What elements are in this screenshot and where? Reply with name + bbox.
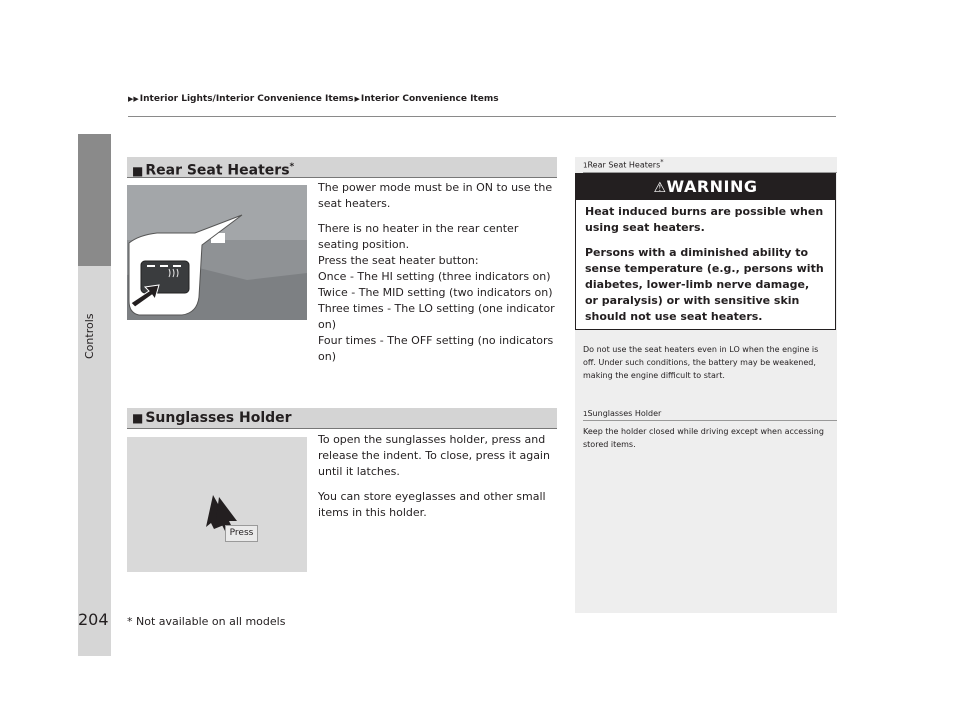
warning-label: WARNING	[666, 177, 758, 196]
paragraph: The power mode must be in ON to use the seat heaters.	[318, 181, 553, 210]
warning-header	[576, 174, 835, 200]
breadcrumb	[128, 94, 499, 104]
paragraph: Twice - The MID setting (two indicators on)	[318, 286, 553, 299]
paragraph: To open the sunglasses holder, press and release the indent. To close, press it again until it latches.	[318, 433, 550, 478]
section-title: Sunglasses Holder	[145, 410, 292, 426]
breadcrumb-arrow-icon: ▶	[354, 95, 360, 103]
page-number: 204	[78, 610, 109, 629]
warning-text-2: Persons with a diminished ability to sense temperature (e.g., persons with diabetes, lower-limb nerve damage, or paralysis) or with sensitive skin should not use seat heaters.	[585, 246, 824, 323]
sunglasses-holder-text	[318, 432, 560, 521]
chapter-label: Controls	[83, 313, 96, 359]
rear-seat-heaters-text	[318, 180, 558, 365]
header-rule	[128, 116, 836, 117]
paragraph: Press the seat heater button:	[318, 254, 479, 267]
breadcrumb-item-2[interactable]: Interior Convenience Items	[360, 94, 499, 104]
note-text-sunglasses-holder: Keep the holder closed while driving except when accessing stored items.	[583, 427, 824, 449]
asterisk-mark: *	[660, 158, 664, 166]
section-header-sunglasses-holder	[127, 408, 557, 429]
press-label: Press	[225, 525, 258, 542]
section-header-rear-seat-heaters	[127, 157, 557, 178]
paragraph: There is no heater in the rear center seating position.	[318, 222, 519, 251]
paragraph: Once - The HI setting (three indicators on)	[318, 270, 551, 283]
note-marker-icon: 1	[583, 410, 588, 418]
warning-triangle-icon: ⚠	[653, 180, 667, 196]
seat-heater-button-icon	[127, 185, 307, 320]
note-header-rear-seat-heaters	[583, 158, 837, 173]
sunglasses-holder-illustration	[127, 437, 307, 572]
note-text-rear-seat-heaters: Do not use the seat heaters even in LO when the engine is off. Under such conditions, the battery may be weakened, making the engine difficult to start.	[583, 345, 819, 380]
warning-text-1: Heat induced burns are possible when using seat heaters.	[585, 205, 824, 234]
square-bullet-icon: ■	[132, 163, 144, 178]
breadcrumb-arrow-icon: ▶▶	[128, 95, 139, 103]
paragraph: Four times - The OFF setting (no indicators on)	[318, 334, 554, 363]
press-arrow-icon	[127, 437, 307, 572]
square-bullet-icon: ■	[132, 411, 144, 425]
asterisk-mark: *	[289, 162, 295, 172]
breadcrumb-item-1[interactable]: Interior Lights/Interior Convenience Items	[139, 94, 354, 104]
chapter-tab	[78, 134, 111, 266]
note-marker-icon: 1	[583, 161, 588, 170]
footnote: * Not available on all models	[127, 615, 286, 628]
seat-heater-illustration	[127, 185, 307, 320]
note-title: Sunglasses Holder	[587, 409, 662, 418]
paragraph: Three times - The LO setting (one indicator on)	[318, 302, 555, 331]
note-header-sunglasses-holder	[583, 409, 837, 421]
paragraph: You can store eyeglasses and other small items in this holder.	[318, 490, 546, 519]
note-title: Rear Seat Heaters	[587, 160, 661, 170]
section-title: Rear Seat Heaters	[145, 162, 290, 179]
